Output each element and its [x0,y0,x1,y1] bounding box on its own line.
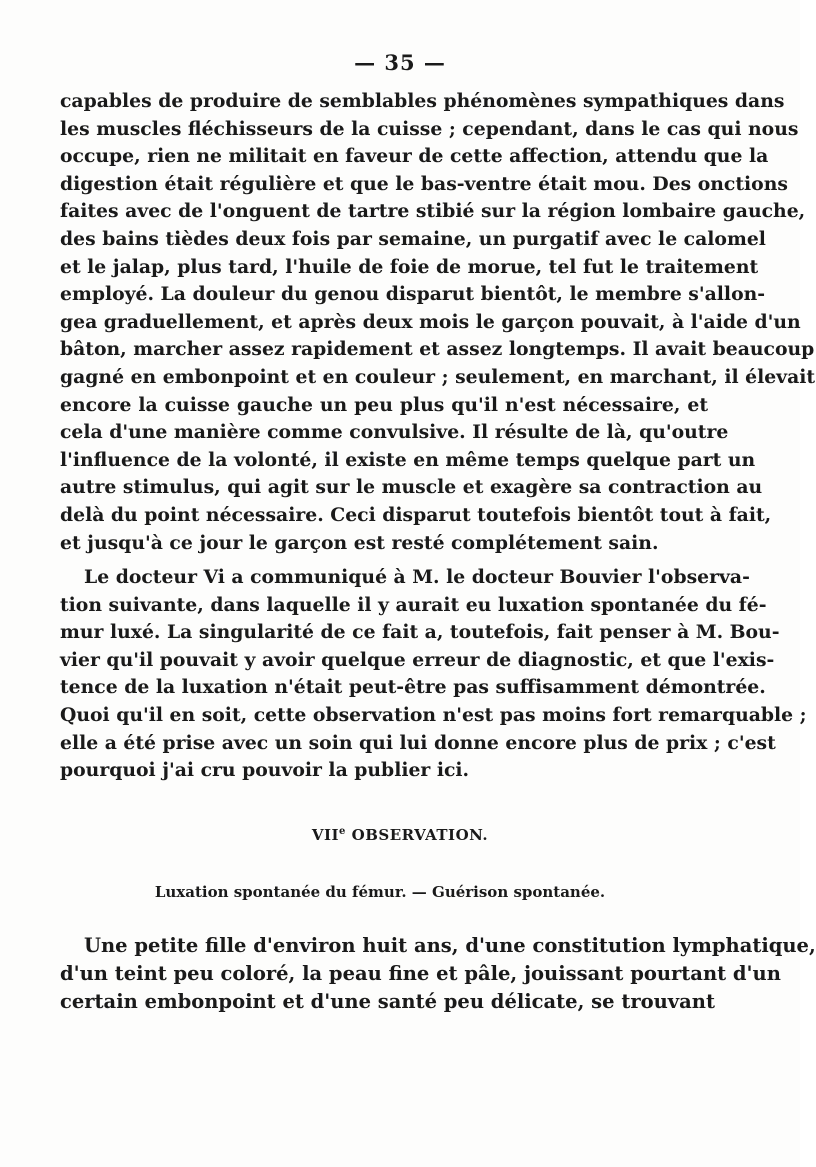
text-line: tence de la luxation n'était peut-être pas suffisamment démontrée. [60,676,766,699]
text-line: gagné en embonpoint et en couleur ; seulement, en marchant, il élevait [60,365,816,388]
text-line: Quoi qu'il en soit, cette observation n'est pas moins fort remarquable ; [60,703,807,726]
text-line: bâton, marcher assez rapidement et assez longtemps. Il avait beaucoup [60,338,815,361]
text-line: elle a été prise avec un soin qui lui donne encore plus de prix ; c'est [60,731,776,754]
text-line: cela d'une manière comme convulsive. Il résulte de là, qu'outre [60,421,729,444]
text-line: pourquoi j'ai cru pouvoir la publier ici. [60,759,470,782]
text-line: gea graduellement, et après deux mois le garçon pouvait, à l'aide d'un [60,310,801,333]
text-line: encore la cuisse gauche un peu plus qu'il n'est nécessaire, et [60,393,708,416]
text-line: occupe, rien ne militait en faveur de cette affection, attendu que la [60,145,769,168]
section-title [0,826,800,844]
text-line: capables de produire de semblables phénomènes sympathiques dans [60,90,785,112]
text-line: l'influence de la volonté, il existe en même temps quelque part un [60,448,756,471]
text-line: employé. La douleur du genou disparut bientôt, le membre s'allon- [60,283,766,306]
text-line: des bains tièdes deux fois par semaine, un purgatif avec le calomel [60,227,766,250]
text-line: delà du point nécessaire. Ceci disparut toutefois bientôt tout à fait, [60,503,772,526]
text-line: tion suivante, dans laquelle il y aurait eu luxation spontanée du fé- [60,593,767,616]
paragraph-2 [60,564,807,785]
text-line: et le jalap, plus tard, l'huile de foie de morue, tel fut le traitement [60,255,759,278]
text-line: mur luxé. La singularité de ce fait a, toutefois, fait penser à M. Bou- [60,621,780,644]
text-line: autre stimulus, qui agit sur le muscle et exagère sa contraction au [60,476,763,499]
text-line: les muscles fléchisseurs de la cuisse ; cependant, dans le cas qui nous [60,117,799,140]
text-line: faites avec de l'onguent de tartre stibié sur la région lombaire gauche, [60,200,806,223]
section-number: VII [311,826,340,844]
text-line: digestion était régulière et que le bas-ventre était mou. Des onctions [60,172,788,195]
section-subtitle: Luxation spontanée du fémur. — Guérison spontanée. [154,883,606,901]
text-line: et jusqu'à ce jour le garçon est resté complétement sain. [60,531,659,554]
text-line: Le docteur Vi a communiqué à M. le docteur Bouvier l'observa- [84,566,750,588]
text-line: d'un teint peu coloré, la peau fine et pâle, jouissant pourtant d'un [60,962,781,985]
section-title-text: OBSERVATION. [351,826,489,844]
text-line: certain embonpoint et d'une santé peu délicate, se trouvant [60,990,715,1013]
paragraph-3 [60,932,816,1016]
text-line: Une petite fille d'environ huit ans, d'une constitution lymphatique, [84,934,816,957]
page-number: — 35 — [354,50,446,75]
text-line: vier qu'il pouvait y avoir quelque erreur de diagnostic, et que l'exis- [60,648,775,671]
section-number-superscript: e [339,826,346,837]
paragraph-1 [60,88,816,557]
